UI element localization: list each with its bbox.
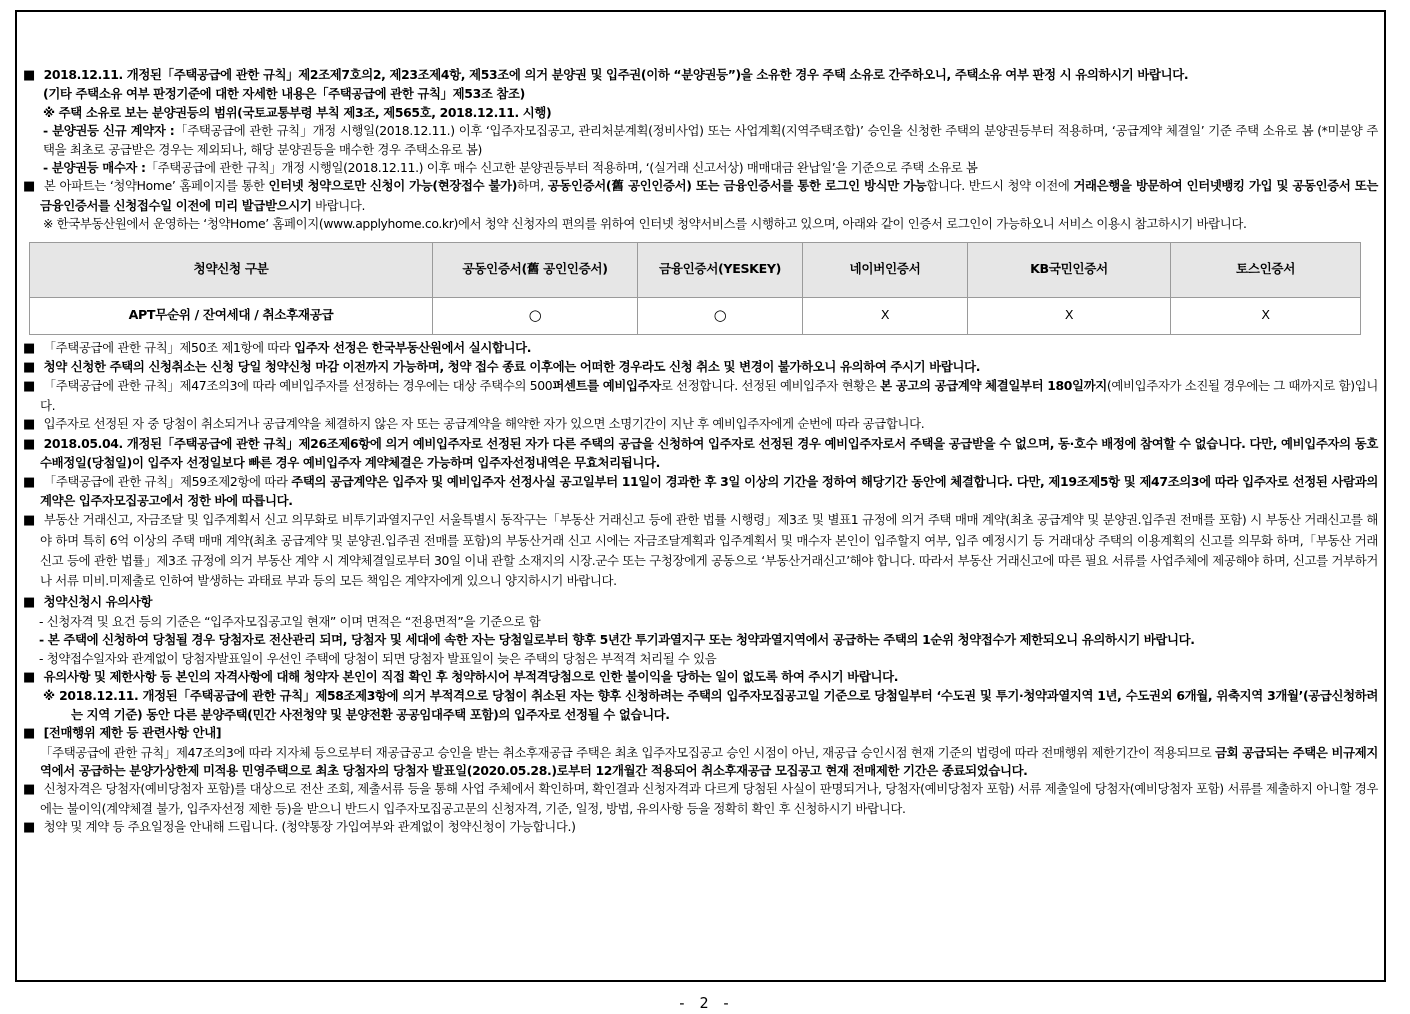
header-financial-cert: 금융인증서(YESKEY) bbox=[638, 242, 803, 297]
notice-cancellation: ■ 청약 신청한 주택의 신청취소는 신청 당일 청약신청 마감 이전까지 가능하며, 청약 접수 종료 이후에는 어떠한 경우라도 신청 취소 및 변경이 불가하오니 유의하여 주시기 바랍니다. bbox=[23, 358, 1378, 377]
notice-applyhome: ※ 한국부동산원에서 운영하는 ‘청약Home’ 홈페이지(www.applyhome.co.kr)에서 청약 신청자의 편의를 위하여 인터넷 청약서비스를 시행하고 있으며, 아래와 같이 인증서 로그인이 가능하오니 서비스 이용시 참고하시기 바랍니다. bbox=[43, 216, 1247, 232]
notice-presale-scope: ※ 주택 소유로 보는 분양권등의 범위(국토교통부령 부칙 제3조, 제565호, 2018.12.11. 시행) bbox=[43, 104, 552, 120]
page-number: - 2 - bbox=[677, 994, 733, 1012]
notice-apply-cautions-title: ■ 청약신청시 유의사항 bbox=[23, 593, 1378, 612]
certificate-table bbox=[29, 242, 1361, 335]
header-naver-cert: 네이버인증서 bbox=[803, 242, 968, 297]
certificate-table-header bbox=[30, 242, 1361, 297]
notice-contract-period: ■ 「주택공급에 관한 규칙」제59조제2항에 따라 주택의 공급계약은 입주자 및 예비입주자 선정사실 공고일부터 11일이 경과한 후 3일 이상의 기간을 정하여 해당기간 동안에 체결합니다. 다만, 제19조제5항 및 제47조의3에 따라 입주자로 선정된 사람과의 계약은 입주자모집공고에서 정한 바에 따릅니다. bbox=[23, 473, 1378, 511]
notice-eligibility-check: ■ 신청자격은 당첨자(예비당첨자 포함)를 대상으로 전산 조회, 제출서류 등을 통해 사업 주체에서 확인하며, 확인결과 신청자격과 다르게 당첨된 사실이 판명되거나, 당첨자(예비당첨자 포함) 서류 제출일에 당첨자(예비당첨자 포함) 서류를 제출하지 아니할 경우에는 불이익(계약체결 불가, 입주자선정 제한 등)을 받으니 반드시 입주자모집공고문의 신청자격, 기준, 일정, 방법, 유의사항 등을 정확히 확인 후 신청하시기 바랍니다. bbox=[23, 780, 1378, 818]
notice-buyer: - 분양권등 매수자 :「주택공급에 관한 규칙」개정 시행일(2018.12.11.) 이후 매수 신고한 분양권등부터 적용하며, ‘(실거래 신고서상) 매매대금 완납일’을 기준으로 주택 소유로 봄 bbox=[43, 160, 978, 176]
notice-selection: ■ 「주택공급에 관한 규칙」제50조 제1항에 따라 입주자 선정은 한국부동산원에서 실시합니다. bbox=[23, 339, 1378, 358]
notice-presale-rights-ref: (기타 주택소유 여부 판정기준에 대한 자세한 내용은「주택공급에 관한 규칙」제53조 참조) bbox=[43, 86, 525, 102]
notice-reserve-selection: ■ 「주택공급에 관한 규칙」제47조의3에 따라 예비입주자를 선정하는 경우에는 대상 주택수의 500퍼센트를 예비입주자로 선정합니다. 선정된 예비입주자 현황은 본 공고의 공급계약 체결일부터 180일까지(예비입주자가 소진될 경우에는 그 때까지로 함)입니다. bbox=[23, 377, 1378, 415]
notice-presale-rights-text: 2018.12.11. 개정된「주택공급에 관한 규칙」제2조제7호의2, 제23조제4항, 제53조에 의거 분양권 및 입주권(이하 “분양권등”)을 소유한 경우 주택 소유로 간주하오니, 주택소유 여부 판정 시 유의하시기 바랍니다. bbox=[43, 67, 1189, 82]
header-toss-cert: 토스인증서 bbox=[1171, 242, 1361, 297]
notice-presale-rights bbox=[23, 66, 1378, 85]
notice-winner-restriction: - 본 주택에 신청하여 당첨될 경우 당첨자로 전산관리 되며, 당첨자 및 세대에 속한 자는 당첨일로부터 향후 5년간 투기과열지구 또는 청약과열지역에서 공급하는 주택의 1순위 청약접수가 제한되오니 유의하시기 바랍니다. bbox=[39, 632, 1195, 648]
notice-apply-criteria: - 신청자격 및 요건 등의 기준은 “입주자모집공고일 현재” 이며 면적은 “전용면적”을 기준으로 함 bbox=[39, 613, 541, 629]
cell-toss-cert: X bbox=[1171, 297, 1361, 334]
cell-joint-cert: ○ bbox=[433, 297, 638, 334]
notice-reserve-restriction: ■ 2018.05.04. 개정된「주택공급에 관한 규칙」제26조제6항에 의거 예비입주자로 선정된 자가 다른 주택의 공급을 신청하여 입주자로 선정된 경우 예비입주자로서 주택을 공급받을 수 없으며, 동·호수 배정에 참여할 수 없습니다. 다만, 예비입주자의 동호수배정일(당첨일)이 입주자 선정일보다 빠른 경우 예비입주자 계약체결은 가능하며 입주자선정내역은 무효처리됩니다. bbox=[23, 435, 1378, 473]
notice-self-check: ■ 유의사항 및 제한사항 등 본인의 자격사항에 대해 청약자 본인이 직접 확인 후 청약하시어 부적격당첨으로 인한 불이익을 당하는 일이 없도록 하여 주시기 바랍니다. bbox=[23, 668, 1378, 687]
notice-reserve-supply: ■ 입주자로 선정된 자 중 당첨이 취소되거나 공급계약을 체결하지 않은 자 또는 공급계약을 해약한 자가 있으면 소명기간이 지난 후 예비입주자에게 순번에 따라 공급합니다. bbox=[23, 415, 1378, 434]
cell-financial-cert: ○ bbox=[638, 297, 803, 334]
table-row bbox=[30, 297, 1361, 334]
header-kb-cert: KB국민인증서 bbox=[968, 242, 1171, 297]
document-body bbox=[23, 66, 1378, 838]
notice-schedule: ■ 청약 및 계약 등 주요일정을 안내해 드립니다. (청약통장 가입여부와 관계없이 청약신청이 가능합니다.) bbox=[23, 818, 1378, 837]
notice-resale-title: ■ [전매행위 제한 등 관련사항 안내] bbox=[23, 724, 1378, 743]
header-joint-cert: 공동인증서(舊 공인인증서) bbox=[433, 242, 638, 297]
header-category: 청약신청 구분 bbox=[30, 242, 433, 297]
notice-internet-apply: ■ 본 아파트는 ‘청약Home’ 홈페이지를 통한 인터넷 청약으로만 신청이 가능(현장접수 불가)하며, 공동인증서(舊 공인인증서) 또는 금융인증서를 통한 로그인 방식만 가능합니다. 반드시 청약 이전에 거래은행을 방문하여 인터넷뱅킹 가입 및 공동인증서 또는 금융인증서를 신청접수일 이전에 미리 발급받으시기 바랍니다. bbox=[23, 177, 1378, 215]
notice-ineligible-restriction: ※ 2018.12.11. 개정된「주택공급에 관한 규칙」제58조제3항에 의거 부적격으로 당첨이 취소된 자는 향후 신청하려는 주택의 입주자모집공고일 기준으로 당첨일부터 ‘수도권 및 투기·청약과열지역 1년, 수도권외 6개월, 위축지역 3개월’(공급신청하려는 지역 기준) 동안 다른 분양주택(민간 사전청약 및 분양전환 공공임대주택 포함)의 입주자로 선정될 수 없습니다. bbox=[43, 688, 1378, 722]
notice-new-contractor: - 분양권등 신규 계약자 :「주택공급에 관한 규칙」개정 시행일(2018.12.11.) 이후 ‘입주자모집공고, 관리처분계획(정비사업) 또는 사업계획(지역주택조합)’ 승인을 신청한 주택의 분양권등부터 적용하며, ‘공급계약 체결일’ 기준 주택 소유로 봄 (*미분양 주택을 최초로 공급받은 경우는 제외되나, 해당 분양권등을 매수한 경우 주택소유로 봄) bbox=[43, 123, 1378, 157]
cell-category: APT무순위 / 잔여세대 / 취소후재공급 bbox=[30, 297, 433, 334]
notice-duplicate-win: - 청약접수일자와 관계없이 당첨자발표일이 우선인 주택에 당첨이 되면 당첨자 발표일이 늦은 주택의 당첨은 부적격 처리될 수 있음 bbox=[39, 650, 717, 666]
notice-resale-body: 「주택공급에 관한 규칙」제47조의3에 따라 지자체 등으로부터 재공급공고 승인을 받는 취소후재공급 주택은 최초 입주자모집공고 승인 시점이 아닌, 재공급 승인시점 현재 기준의 법령에 따라 전매행위 제한기간이 적용되므로 금회 공급되는 주택은 비규제지역에서 공급하는 분양가상한제 미적용 민영주택으로 최초 당첨자의 당첨자 발표일(2020.05.28.)로부터 12개월간 적용되어 취소후재공급 모집공고 현재 전매제한 기간은 종료되었습니다. bbox=[40, 744, 1379, 778]
cell-naver-cert: X bbox=[803, 297, 968, 334]
notice-real-estate-report: ■ 부동산 거래신고, 자금조달 및 입주계획서 신고 의무화로 비투기과열지구인 서울특별시 동작구는「부동산 거래신고 등에 관한 법률 시행령」제3조 및 별표1 규정에 의거 주택 매매 계약(최초 공급계약 및 분양권.입주권 전매를 포함) 시 부동산 거래신고를 해야 하며 특히 6억 이상의 주택 매매 계약(최초 공급계약 및 분양권.입주권 전매를 포함)의 부동산거래 신고 시에는 자금조달계획과 입주계획서 및 매수자 본인이 입주할지 여부, 입주 예정시기 등 거래대상 주택의 이용계획의 신고를 의무화 하며,「부동산 거래신고 등에 관한 법률」제3조 규정에 의거 부동산 계약 시 계약체결일로부터 30일 이내 관할 소재지의 시장.군수 또는 구청장에게 공동으로 ‘부동산거래신고’해야 합니다. 따라서 부동산 거래신고에 따른 필요 서류를 사업주체에 제공해야 하며, 신고를 거부하거나 서류 미비.미제출로 인하여 발생하는 과태료 부과 등의 모든 책임은 계약자에게 있으니 양지하시기 바랍니다. bbox=[23, 510, 1378, 591]
cell-kb-cert: X bbox=[968, 297, 1171, 334]
